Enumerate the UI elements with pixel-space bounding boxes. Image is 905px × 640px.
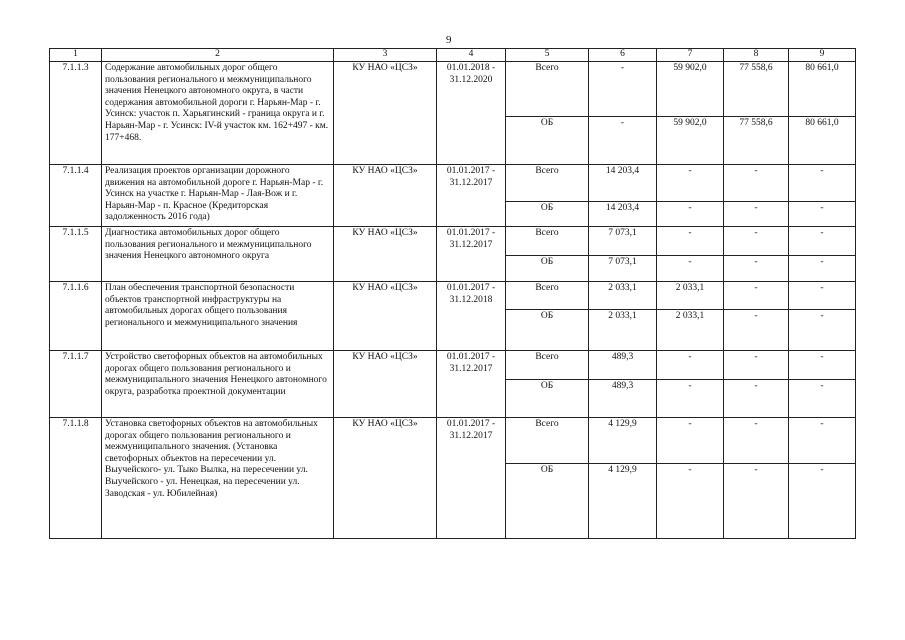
table-row — [50, 62, 856, 117]
header-cell: 9 — [789, 49, 856, 62]
header-cell: 1 — [50, 49, 102, 62]
page-number: 9 — [446, 34, 452, 46]
header-cell: 5 — [506, 49, 589, 62]
header-cell: 8 — [724, 49, 789, 62]
amount-cell: - — [657, 202, 724, 227]
amount-cell: - — [657, 165, 724, 202]
item-code: 7.1.1.7 — [50, 351, 102, 418]
item-name: Устройство светофорных объектов на автомобильных дорогах общего пользования регионального и межмуниципального значения Ненецкого автономного округа, разработка проектной документации — [102, 351, 334, 418]
header-cell: 6 — [589, 49, 657, 62]
amount-cell: - — [724, 380, 789, 418]
table-row — [50, 282, 856, 310]
amount-cell: - — [724, 310, 789, 351]
funding-source: Всего — [506, 418, 589, 464]
amount-cell: - — [724, 464, 789, 539]
header-cell: 2 — [102, 49, 334, 62]
amount-cell: - — [789, 310, 856, 351]
amount-cell: 4 129,9 — [589, 464, 657, 539]
amount-cell: - — [789, 256, 856, 282]
amount-cell: - — [789, 380, 856, 418]
amount-cell: 77 558,6 — [724, 117, 789, 165]
table-row — [50, 351, 856, 380]
header-cell: 3 — [334, 49, 437, 62]
amount-cell: - — [657, 418, 724, 464]
amount-cell: - — [589, 117, 657, 165]
amount-cell: - — [589, 62, 657, 117]
amount-cell: 59 902,0 — [657, 62, 724, 117]
item-executor: КУ НАО «ЦСЗ» — [334, 227, 437, 282]
amount-cell: 2 033,1 — [657, 282, 724, 310]
amount-cell: - — [724, 165, 789, 202]
amount-cell: - — [724, 256, 789, 282]
amount-cell: - — [724, 282, 789, 310]
amount-cell: 7 073,1 — [589, 256, 657, 282]
item-code: 7.1.1.5 — [50, 227, 102, 282]
funding-source: Всего — [506, 282, 589, 310]
amount-cell: - — [789, 202, 856, 227]
amount-cell: - — [789, 282, 856, 310]
amount-cell: - — [789, 227, 856, 256]
funding-source: ОБ — [506, 310, 589, 351]
amount-cell: 2 033,1 — [589, 282, 657, 310]
item-name: Содержание автомобильных дорог общего пользования регионального и межмуниципального значения Ненецкого автономного округа, в части содержания автомобильной дороги г. Нарьян-Мар - г. Усинск: участок п. Харьягинский - граница округа и г. Нарьян-Мар - г. Усинск: IV-й участок км. 162+497 - км. 177+468. — [102, 62, 334, 165]
item-period: 01.01.2018 - 31.12.2020 — [437, 62, 506, 165]
table-row — [50, 165, 856, 202]
header-cell: 7 — [657, 49, 724, 62]
amount-cell: 2 033,1 — [657, 310, 724, 351]
header-row — [50, 49, 856, 62]
item-period: 01.01.2017 - 31.12.2017 — [437, 227, 506, 282]
amount-cell: 489,3 — [589, 351, 657, 380]
item-period: 01.01.2017 - 31.12.2017 — [437, 418, 506, 539]
funding-source: ОБ — [506, 464, 589, 539]
item-executor: КУ НАО «ЦСЗ» — [334, 418, 437, 539]
item-executor: КУ НАО «ЦСЗ» — [334, 282, 437, 351]
table-row — [50, 227, 856, 256]
funding-source: Всего — [506, 227, 589, 256]
amount-cell: - — [657, 256, 724, 282]
amount-cell: - — [657, 227, 724, 256]
header-cell: 4 — [437, 49, 506, 62]
item-name: Диагностика автомобильных дорог общего пользования регионального и межмуниципального значения Ненецкого автономного округа — [102, 227, 334, 282]
amount-cell: 489,3 — [589, 380, 657, 418]
amount-cell: 4 129,9 — [589, 418, 657, 464]
item-code: 7.1.1.8 — [50, 418, 102, 539]
funding-source: ОБ — [506, 256, 589, 282]
item-name: Реализация проектов организации дорожного движения на автомобильной дороге г. Нарьян-Мар - г. Усинск на участке г. Нарьян-Мар - Лая-Вож и г. Нарьян-Мар - п. Красное (Кредиторская задолженность 2016 года) — [102, 165, 334, 227]
amount-cell: - — [789, 418, 856, 464]
funding-source: Всего — [506, 351, 589, 380]
amount-cell: 14 203,4 — [589, 202, 657, 227]
item-name: План обеспечения транспортной безопасности объектов транспортной инфраструктуры на автомобильных дорогах общего пользования регионального и межмуниципального значения — [102, 282, 334, 351]
amount-cell: - — [657, 464, 724, 539]
amount-cell: 80 661,0 — [789, 62, 856, 117]
amount-cell: - — [789, 165, 856, 202]
funding-source: Всего — [506, 165, 589, 202]
funding-source: ОБ — [506, 202, 589, 227]
item-executor: КУ НАО «ЦСЗ» — [334, 165, 437, 227]
item-executor: КУ НАО «ЦСЗ» — [334, 351, 437, 418]
amount-cell: 2 033,1 — [589, 310, 657, 351]
item-code: 7.1.1.4 — [50, 165, 102, 227]
amount-cell: 77 558,6 — [724, 62, 789, 117]
amount-cell: - — [657, 351, 724, 380]
funding-source: ОБ — [506, 117, 589, 165]
amount-cell: - — [789, 464, 856, 539]
item-period: 01.01.2017 - 31.12.2017 — [437, 351, 506, 418]
item-code: 7.1.1.6 — [50, 282, 102, 351]
amount-cell: - — [724, 227, 789, 256]
amount-cell: 14 203,4 — [589, 165, 657, 202]
program-table — [49, 48, 856, 539]
amount-cell: - — [789, 351, 856, 380]
amount-cell: - — [657, 380, 724, 418]
table-row — [50, 418, 856, 464]
funding-source: Всего — [506, 62, 589, 117]
amount-cell: 7 073,1 — [589, 227, 657, 256]
item-executor: КУ НАО «ЦСЗ» — [334, 62, 437, 165]
item-period: 01.01.2017 - 31.12.2017 — [437, 165, 506, 227]
amount-cell: 59 902,0 — [657, 117, 724, 165]
item-code: 7.1.1.3 — [50, 62, 102, 165]
amount-cell: - — [724, 351, 789, 380]
amount-cell: 80 661,0 — [789, 117, 856, 165]
amount-cell: - — [724, 418, 789, 464]
funding-source: ОБ — [506, 380, 589, 418]
item-name: Установка светофорных объектов на автомобильных дорогах общего пользования регионального и межмуниципального значения. (Установка светофорных объектов на пересечении ул. Выучейского- ул. Тыко Вылка, на пересечении ул. Выучейского - ул. Ненецкая, на пересечении ул. Заводская - ул. Юбилейная) — [102, 418, 334, 539]
amount-cell: - — [724, 202, 789, 227]
item-period: 01.01.2017 - 31.12.2018 — [437, 282, 506, 351]
